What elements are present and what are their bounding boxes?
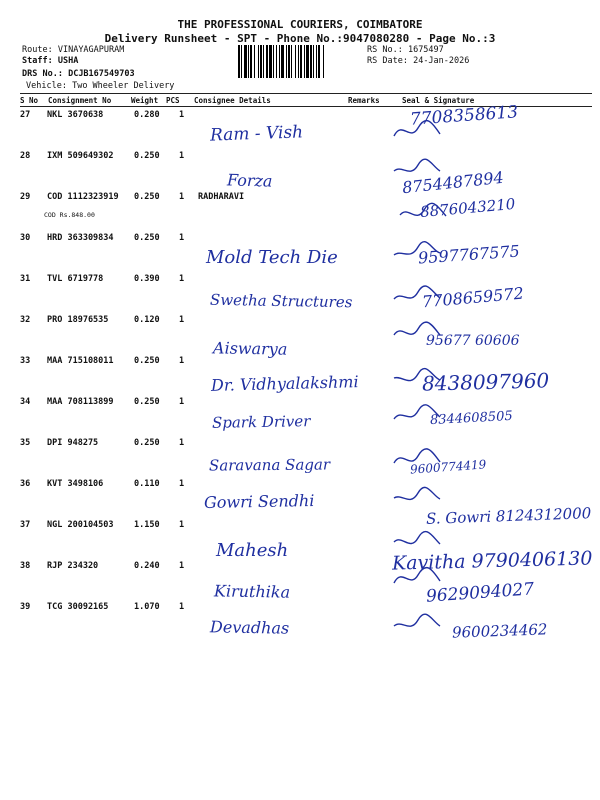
barcode-bar [300,45,302,78]
row-pcs: 1 [179,602,185,612]
signature-stroke [394,242,440,255]
barcode-bar [269,45,272,78]
row-sno: 34 [20,397,31,407]
route-value: VINAYAGAPURAM [57,45,125,55]
barcode-bar [276,45,277,78]
signature-scribble [392,364,452,390]
signature-scribble [392,401,452,427]
handwritten-signature: 9600234462 [451,620,548,642]
signature-scribble [392,155,452,181]
row-weight: 0.250 [134,356,160,366]
barcode-bar [266,45,268,78]
barcode-image [237,45,362,78]
barcode-bar [286,45,287,78]
row-consignment: HRD 363309834 [47,233,114,243]
handwritten-consignee: Spark Driver [211,412,311,432]
row-pcs: 1 [179,274,185,284]
row-consignment: TVL 6719778 [47,274,104,284]
signature-stroke [394,322,440,335]
barcode-bar [263,45,264,78]
row-sno: 35 [20,438,31,448]
row-weight: 0.390 [134,274,160,284]
row-pcs: 1 [179,561,185,571]
signature-stroke [394,487,440,499]
row-sno: 36 [20,479,31,489]
vehicle-label: Vehicle: [26,81,67,91]
row-consignment: RJP 234320 [47,561,99,571]
row-weight: 0.250 [134,438,160,448]
handwritten-signature: 8344608505 [429,408,514,429]
drs-value: DCJB167549703 [68,69,135,79]
rs-date-value: 24-Jan-2026 [413,56,470,66]
row-consignment: MAA 708113899 [47,397,114,407]
row-weight: 0.280 [134,110,160,120]
row-sno: 38 [20,561,31,571]
handwritten-signature: Kavitha 9790406130 [391,547,593,575]
handwritten-consignee: Mold Tech Die [206,247,338,268]
col-consignment: Consignment No [48,96,112,105]
barcode-bar [291,45,292,78]
signature-scribble [392,237,452,263]
row-pcs: 1 [179,315,185,325]
route-label: Route: [22,45,53,55]
row-pcs: 1 [179,110,185,120]
row-consignment: KVT 3498106 [47,479,104,489]
barcode-bar [298,45,299,78]
signature-stroke [394,405,440,419]
row-consignment: MAA 715108011 [47,356,114,366]
barcode-bar [323,45,324,78]
handwritten-signature: 95677 60606 [426,333,520,349]
barcode-bar [310,45,312,78]
handwritten-signature: 8876043210 [419,194,517,222]
rs-no-value: 1675497 [407,45,444,55]
row-weight: 0.240 [134,561,160,571]
handwritten-signature: S. Gowri 8124312000 [425,504,592,528]
row-weight: 0.120 [134,315,160,325]
signature-scribble [392,528,452,554]
row-weight: 0.250 [134,397,160,407]
col-pcs: PCS [166,96,180,105]
signature-stroke [394,614,440,626]
signature-stroke [394,121,440,136]
runsheet-title: Delivery Runsheet - SPT - Phone No.:9047080280 - Page No.:3 [104,32,496,45]
row-consignment: TCG 30092165 [47,602,109,612]
signature-scribble [398,200,458,226]
staff-value: USHA [57,56,79,66]
row-pcs: 1 [179,233,185,243]
barcode-bar [238,45,240,78]
handwritten-signature: 9597767575 [417,241,521,268]
company-name: THE PROFESSIONAL COURIERS, COIMBATORE [177,18,423,31]
signature-scribble [392,446,452,472]
row-sno: 31 [20,274,31,284]
row-consignment: DPI 948275 [47,438,99,448]
handwritten-signature: 7708358613 [409,102,519,130]
col-weight: Weight [131,96,159,105]
vehicle-line [26,81,174,92]
barcode-bar [288,45,290,78]
handwritten-signature: 7708659572 [421,283,525,312]
barcode-bar [254,45,255,78]
drs-label: DRS No.: [22,69,63,79]
handwritten-consignee: Devadhas [209,617,290,638]
barcode-bar [295,45,296,78]
signature-scribble [392,610,452,636]
row-consignment: PRO 18976535 [47,315,109,325]
row-pcs: 1 [179,397,185,407]
row-sno: 27 [20,110,31,120]
row-pcs: 1 [179,520,185,530]
col-seal: Seal & Signature [402,96,475,105]
handwritten-signature: 9629094027 [425,579,535,607]
barcode-bar [273,45,274,78]
row-weight: 0.250 [134,192,160,202]
barcode-bar [318,45,320,78]
signature-scribble [392,118,452,144]
signature-scribble [392,565,452,591]
col-remarks: Remarks [348,96,380,105]
signature-scribble [392,282,452,308]
row-consignment: NKL 3670638 [47,110,104,120]
barcode-bar [316,45,317,78]
row-sno: 39 [20,602,31,612]
row-weight: 0.250 [134,233,160,243]
row-pcs: 1 [179,151,185,161]
handwritten-consignee: Aiswarya [212,338,288,359]
route-line [22,45,124,56]
row-sno: 28 [20,151,31,161]
barcode-bar [248,45,249,78]
signature-stroke [394,568,440,583]
row-cod-amount: COD Rs.848.00 [44,211,95,219]
table-top-rule [20,93,592,94]
row-sno: 32 [20,315,31,325]
vehicle-value: Two Wheeler Delivery [72,81,175,91]
handwritten-consignee: Swetha Structures [209,290,353,312]
rs-no-line [367,45,444,56]
row-weight: 0.110 [134,479,160,489]
rs-date-label: RS Date: [367,56,408,66]
row-consignment: IXM 509649302 [47,151,114,161]
row-sno: 29 [20,192,31,202]
barcode-bar [313,45,314,78]
row-consignment: COD 1112323919 [47,192,119,202]
row-weight: 1.070 [134,602,160,612]
barcode-bar [244,45,247,78]
barcode-bar [241,45,242,78]
drs-line [22,69,135,80]
barcode-bar [258,45,259,78]
handwritten-consignee: Dr. Vidhyalakshmi [210,372,359,395]
signature-stroke [394,286,440,299]
barcode-bar [304,45,305,78]
row-pcs: 1 [179,438,185,448]
handwritten-consignee: Forza [226,170,273,191]
signature-stroke [394,449,440,463]
col-consignee: Consignee Details [194,96,271,105]
rs-date-line [367,56,469,67]
handwritten-consignee: Saravana Sagar [208,455,331,475]
row-sno: 30 [20,233,31,243]
rs-no-label: RS No.: [367,45,403,55]
row-consignment: NGL 200104503 [47,520,114,530]
handwritten-signature: 8438097960 [421,368,550,396]
barcode-bar [306,45,309,78]
barcode-bar [279,45,280,78]
row-weight: 1.150 [134,520,160,530]
handwritten-consignee: Gowri Sendhi [203,491,315,512]
barcode-bar [260,45,262,78]
staff-label: Staff: [22,56,53,66]
barcode-bar [250,45,252,78]
signature-stroke [400,203,446,216]
staff-line [22,56,78,67]
row-pcs: 1 [179,192,185,202]
signature-scribble [392,319,452,345]
signature-scribble [392,483,452,509]
barcode-bar [281,45,284,78]
signature-stroke [394,159,440,171]
col-sno: S No [20,96,39,105]
handwritten-signature: 9600774419 [409,457,487,477]
handwritten-consignee: Ram - Vish [209,122,304,146]
row-pcs: 1 [179,479,185,489]
signature-stroke [394,369,440,381]
signature-stroke [394,532,440,544]
handwritten-consignee: Kiruthika [213,581,291,602]
row-sno: 37 [20,520,31,530]
row-sno: 33 [20,356,31,366]
row-pcs: 1 [179,356,185,366]
row-consignee: RADHARAVI [198,192,245,202]
handwritten-signature: 8754487894 [401,167,505,198]
row-weight: 0.250 [134,151,160,161]
handwritten-consignee: Mahesh [216,540,289,561]
